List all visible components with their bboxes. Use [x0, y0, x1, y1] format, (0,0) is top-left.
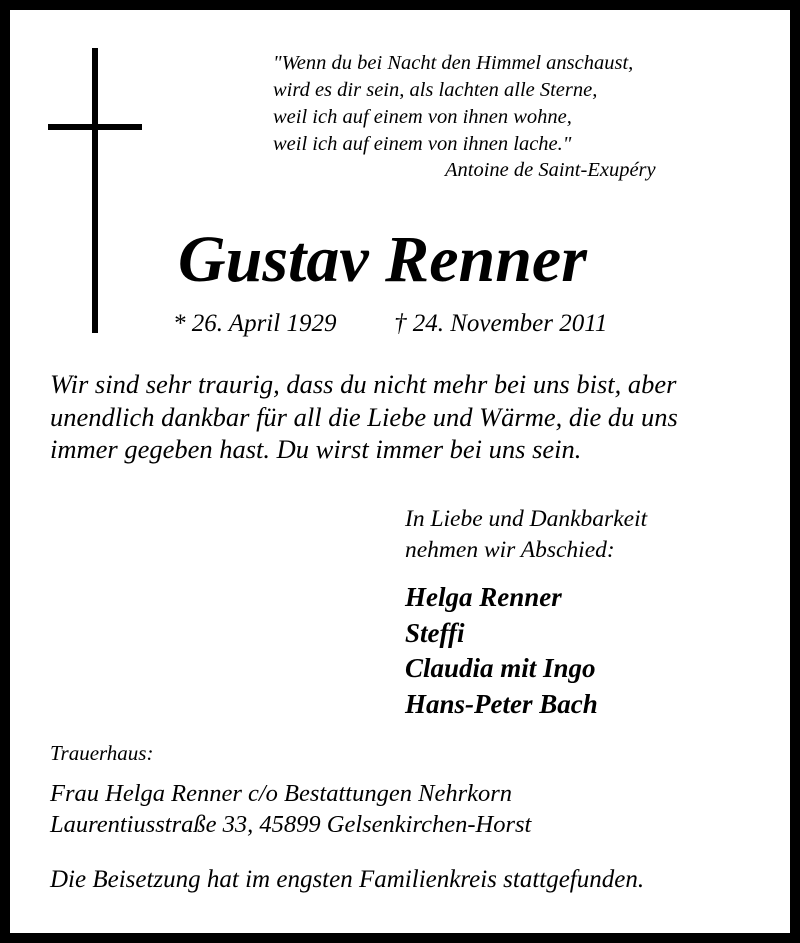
- address-line: Frau Helga Renner c/o Bestattungen Nehrkorn: [50, 780, 513, 807]
- mourner: Claudia mit Ingo: [405, 653, 596, 683]
- address: [50, 778, 531, 840]
- quote-line: weil ich auf einem von ihnen lache.": [273, 133, 572, 155]
- body-line: Wir sind sehr traurig, dass du nicht mehr bei uns bist, aber: [50, 369, 677, 399]
- quote-line: weil ich auf einem von ihnen wohne,: [273, 106, 572, 128]
- final-note: Die Beisetzung hat im engsten Familienkreis stattgefunden.: [50, 866, 645, 893]
- death-date: † 24. November 2011: [394, 310, 608, 337]
- mourners-list: [405, 580, 598, 722]
- trauerhaus-label: Trauerhaus:: [50, 741, 154, 765]
- body-text: [50, 368, 678, 466]
- farewell-line: In Liebe und Dankbarkeit: [405, 506, 648, 532]
- deceased-name: Gustav Renner: [178, 223, 587, 296]
- quote-line: "Wenn du bei Nacht den Himmel anschaust,: [273, 52, 634, 74]
- address-line: Laurentiusstraße 33, 45899 Gelsenkirchen-Horst: [50, 811, 532, 838]
- farewell-line: nehmen wir Abschied:: [405, 537, 615, 563]
- quote: [273, 50, 633, 158]
- quote-line: wird es dir sein, als lachten alle Sterne,: [273, 79, 598, 101]
- quote-author: Antoine de Saint-Exupéry: [445, 159, 656, 181]
- body-line: unendlich dankbar für all die Liebe und Wärme, die du uns: [50, 401, 678, 432]
- farewell: [405, 504, 647, 566]
- mourner: Steffi: [405, 617, 465, 648]
- body-line: immer gegeben hast. Du wirst immer bei uns sein.: [50, 434, 582, 464]
- mourner: Hans-Peter Bach: [405, 688, 598, 719]
- mourner: Helga Renner: [405, 582, 562, 612]
- birth-date: * 26. April 1929: [173, 310, 337, 337]
